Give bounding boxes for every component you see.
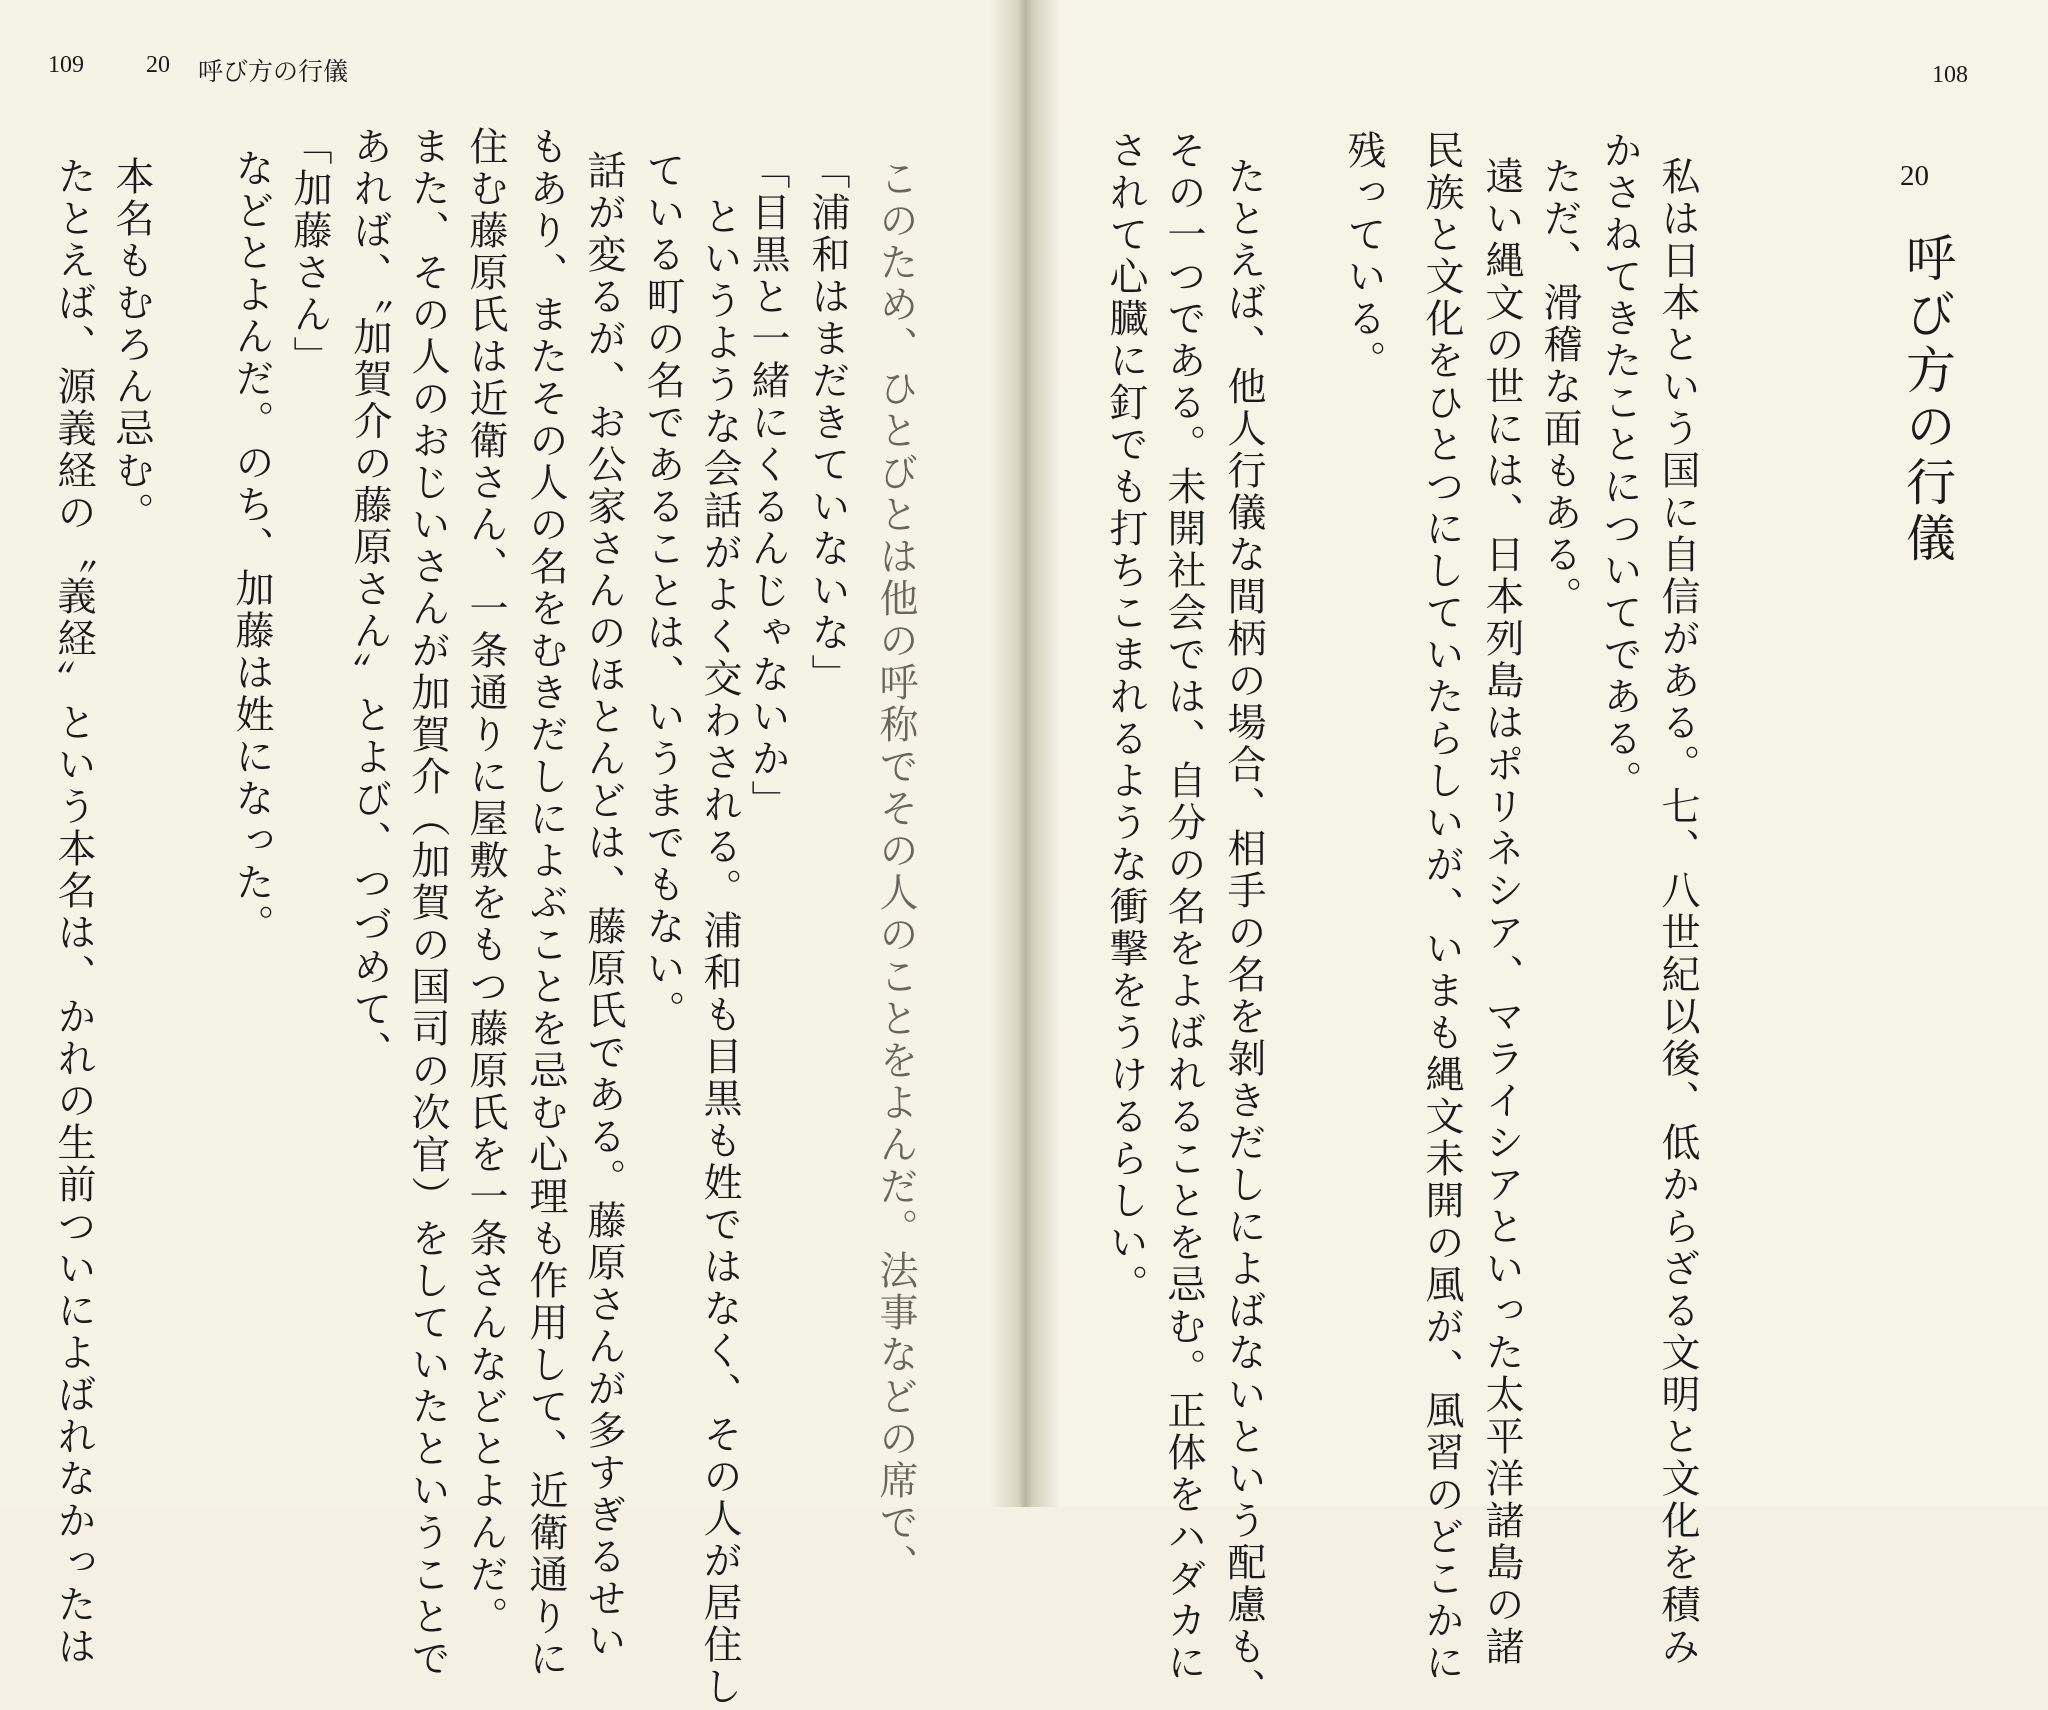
right-column-6: 残っている。 bbox=[1341, 130, 1386, 382]
left-column-12: などとよんだ。のち、加藤は姓になった。 bbox=[229, 148, 274, 946]
right-column-1: 私は日本という国に自信がある。七、八世紀以後、低からざる文明と文化を積み bbox=[1655, 156, 1700, 1668]
left-column-13: 本名もむろん忌む。 bbox=[109, 156, 154, 534]
left-column-14: たとえば、源義経の〝義経〟という本名は、かれの生前ついによばれなかったは bbox=[51, 156, 96, 1668]
book-gutter bbox=[990, 0, 1060, 1507]
left-column-11: 「加藤さん」 bbox=[287, 126, 332, 378]
left-page-number: 109 bbox=[48, 52, 84, 78]
left-column-3: 「目黒と一緒にくるんじゃないか」 bbox=[745, 150, 790, 822]
left-column-1: このため、ひとびとは他の呼称でその人のことをよんだ。法事などの席で、 bbox=[873, 158, 918, 1586]
right-column-7: たとえば、他人行儀な間柄の場合、相手の名を剝きだしによばないという配慮も、 bbox=[1221, 156, 1266, 1710]
running-header-title: 呼び方の行儀 bbox=[198, 59, 349, 86]
left-column-2: 「浦和はまだきていないな」 bbox=[805, 150, 850, 696]
running-header-number: 20 bbox=[146, 52, 170, 78]
chapter-number: 20 bbox=[1900, 160, 1929, 192]
right-column-3: ただ、滑稽な面もある。 bbox=[1537, 156, 1582, 618]
right-column-4: 遠い縄文の世には、日本列島はポリネシア、マライシアといった太平洋諸島の諸 bbox=[1479, 156, 1524, 1668]
left-column-9: また、その人のおじいさんが加賀介（加賀の国司の次官）をしていたということで bbox=[405, 126, 450, 1680]
right-column-9: されて心臓に釘でも打ちこまれるような衝撃をうけるらしい。 bbox=[1103, 130, 1148, 1306]
left-column-6: 話が変るが、お公家さんのほとんどは、藤原氏である。藤原さんが多すぎるせい bbox=[581, 150, 626, 1662]
left-column-4: というような会話がよく交わされる。浦和も目黒も姓ではなく、その人が居住し bbox=[697, 196, 742, 1708]
right-column-2: かさねてきたことについてである。 bbox=[1597, 130, 1642, 802]
left-column-5: ている町の名であることは、いうまでもない。 bbox=[640, 150, 685, 1032]
left-column-7: もあり、またその人の名をむきだしによぶことを忌む心理も作用して、近衛通りに bbox=[523, 126, 568, 1680]
left-column-8: 住む藤原氏は近衛さん、一条通りに屋敷をもつ藤原氏を一条さんなどとよんだ。 bbox=[463, 126, 508, 1638]
right-column-8: その一つである。未開社会では、自分の名をよばれることを忌む。正体をハダカに bbox=[1161, 130, 1206, 1684]
right-column-5: 民族と文化をひとつにしていたらしいが、いまも縄文未開の風が、風習のどこかに bbox=[1419, 130, 1464, 1684]
right-page-number: 108 bbox=[1932, 62, 1968, 88]
chapter-title: 呼び方の行儀 bbox=[1898, 232, 1956, 568]
left-column-10: あれば、〝加賀介の藤原さん〟とよび、つづめて、 bbox=[347, 126, 392, 1073]
